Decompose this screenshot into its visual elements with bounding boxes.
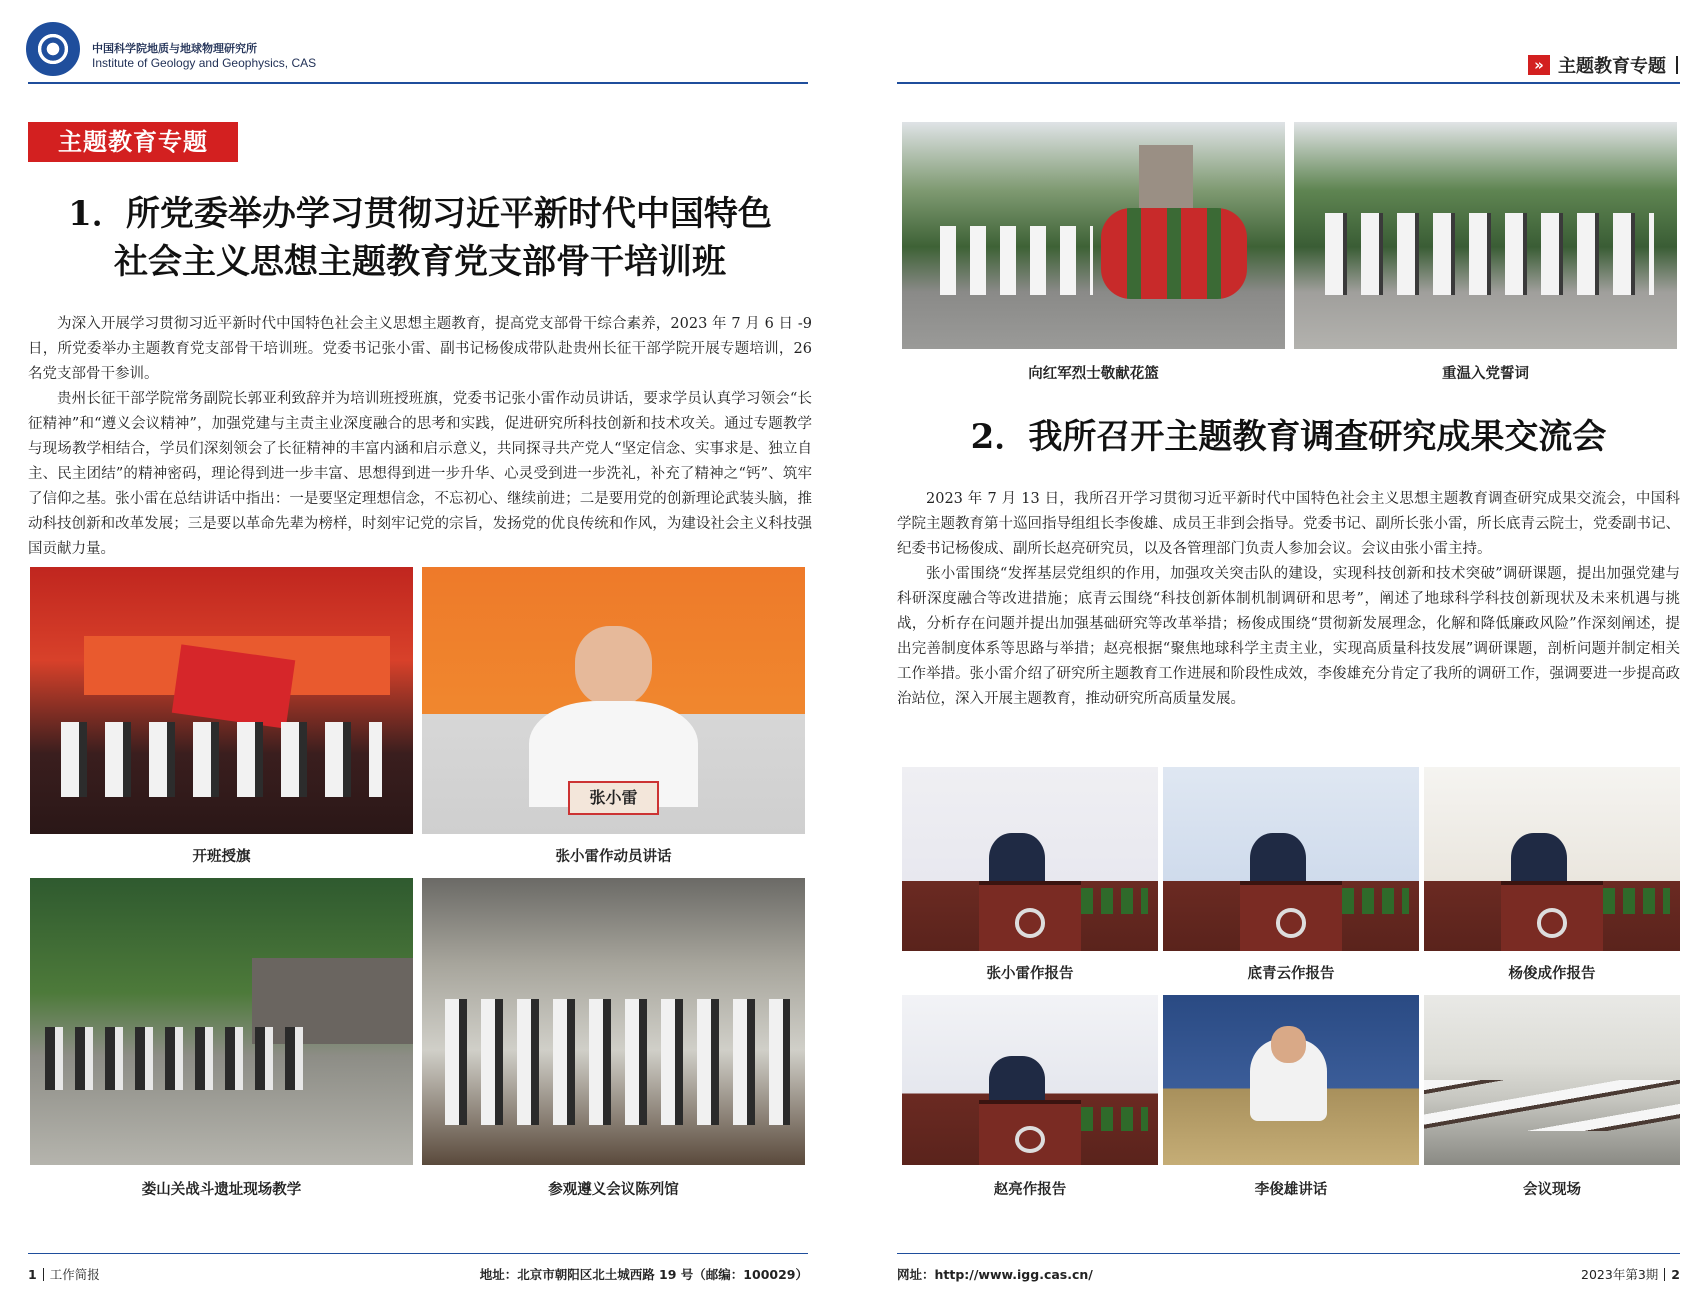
caption-wreath-laying: 向红军烈士敬献花篮 [1028,365,1159,382]
photo-party-oath [1294,122,1677,349]
header-section-label [1528,52,1678,78]
caption-loushanguan-site: 娄山关战斗遗址现场教学 [141,1181,302,1198]
photo-flag-ceremony [30,567,413,834]
article-2-title: 2．我所召开主题教育调查研究成果交流会 [970,417,1607,457]
igg-cas-logo-icon [26,22,80,76]
footer-rule [897,1253,1680,1254]
caption-zunyi-museum: 参观遵义会议陈列馆 [548,1181,679,1198]
double-chevron-right-icon: » [1528,55,1550,75]
caption-mobilization-speech: 张小雷作动员讲话 [555,848,672,865]
article-1-title-line-2: 社会主义思想主题教育党支部骨干培训班 [114,242,726,282]
caption-di-report: 底青云作报告 [1247,965,1335,982]
photo-li-speech [1163,995,1419,1165]
page-number: 1 [28,1267,37,1282]
article-2-paragraph: 2023 年 7 月 13 日，我所召开学习贯彻习近平新时代中国特色社会主义思想主题教育调查研究成果交流会，中国科学院主题教育第十巡回指导组组长李俊雄、成员王非到会指导。党委书记、副所长张小雷，所长底青云院士，党委副书记、纪委书记杨俊成、副所长赵亮研究员，以及各管理部门负责人参加会议。会议由张小雷主持。 [897,491,1680,557]
article-1-title [28,190,812,286]
footer-address: 地址：北京市朝阳区北土城西路 19 号（邮编：100029） [479,1267,808,1282]
photo-loushanguan-site [30,878,413,1165]
article-1-paragraph: 贵州长征干部学院常务副院长郭亚利致辞并为培训班授班旗，党委书记张小雷作动员讲话，要求学员认真学习领会“长征精神”和“遵义会议精神”，加强党建与主责主业深度融合的思考和实践，促进研究所科技创新和技术攻关。通过专题教学与现场教学相结合，学员们深刻领会了长征精神的丰富内涵和启示意义，共同探寻共产党人“坚定信念、实事求是、独立自主、民主团结”的精神密码，理论得到进一步丰富、思想得到进一步升华、心灵受到进一步洗礼，补充了精神之“钙”、筑牢了信仰之基。张小雷在总结讲话中指出：一是要坚定理想信念，不忘初心、继续前进；二是要用党的创新理论武装头脑，推动科技创新和改革发展；三是要以革命先辈为榜样，时刻牢记党的宗旨，发扬党的优良传统和作风，为建设社会主义科技强国贡献力量。 [28,391,812,557]
nameplate: 张小雷 [568,781,660,816]
photo-di-report [1163,767,1419,951]
footer-rule [28,1253,808,1254]
caption-li-speech: 李俊雄讲话 [1254,1181,1328,1198]
org-name-en: Institute of Geology and Geophysics, CAS [92,56,317,70]
page-number: 2 [1671,1267,1680,1282]
footer-left [28,1265,100,1283]
header-rule [28,82,808,84]
photo-zhang-report [902,767,1158,951]
caption-party-oath: 重温入党誓词 [1442,365,1529,382]
org-name-cn: 中国科学院地质与地球物理研究所 [92,42,257,55]
photo-yang-report [1424,767,1680,951]
photo-zhao-report [902,995,1158,1165]
caption-zhao-report: 赵亮作报告 [993,1181,1067,1198]
section-tag: 主题教育专题 [28,122,238,162]
header-section-title: 主题教育专题 [1558,56,1666,77]
caption-flag-ceremony: 开班授旗 [192,848,251,865]
caption-meeting-venue: 会议现场 [1523,1181,1581,1198]
photo-wreath-laying [902,122,1285,349]
article-2-paragraph: 张小雷围绕“发挥基层党组织的作用，加强攻关突击队的建设，实现科技创新和技术突破”调研课题，提出加强党建与科研深度融合等改进措施；底青云围绕“科技创新体制机制调研和思考”，阐述了地球科学科技创新现状及未来机遇与挑战，分析存在问题并提出加强基础研究等改革举措；杨俊成围绕“贯彻新发展理念，化解和降低廉政风险”作深刻阐述，提出完善制度体系等思路与举措；赵亮根据“聚焦地球科学主责主业，实现高质量科技发展”调研课题，剖析问题并制定相关工作举措。张小雷介绍了研究所主题教育工作进展和阶段性成效，李俊雄充分肯定了我所的调研工作，强调要进一步提高政治站位，深入开展主题教育，推动研究所高质量发展。 [897,566,1680,707]
footer-label: 工作简报 [49,1267,100,1282]
article-1-paragraph: 为深入开展学习贯彻习近平新时代中国特色社会主义思想主题教育，提高党支部骨干综合素养，2023 年 7 月 6 日 -9 日，所党委举办主题教育党支部骨干培训班。党委书记张小雷、副书记杨俊成带队赴贵州长征干部学院开展专题培训，26 名党支部骨干参训。 [28,316,812,382]
article-1-title-line-1: 1．所党委举办学习贯彻习近平新时代中国特色 [68,194,772,234]
footer-issue: 2023年第3期 [1581,1267,1659,1282]
caption-yang-report: 杨俊成作报告 [1508,965,1596,982]
photo-meeting-venue [1424,995,1680,1165]
footer-website: 网址：http://www.igg.cas.cn/ [897,1267,1093,1282]
article-1-body [28,312,812,562]
footer-right [1581,1265,1680,1283]
header-rule [897,82,1680,84]
right-page [850,0,1700,1298]
caption-zhang-report: 张小雷作报告 [986,965,1074,982]
photo-zunyi-museum [422,878,805,1165]
photo-mobilization-speech [422,567,805,834]
article-2-body [897,487,1680,712]
